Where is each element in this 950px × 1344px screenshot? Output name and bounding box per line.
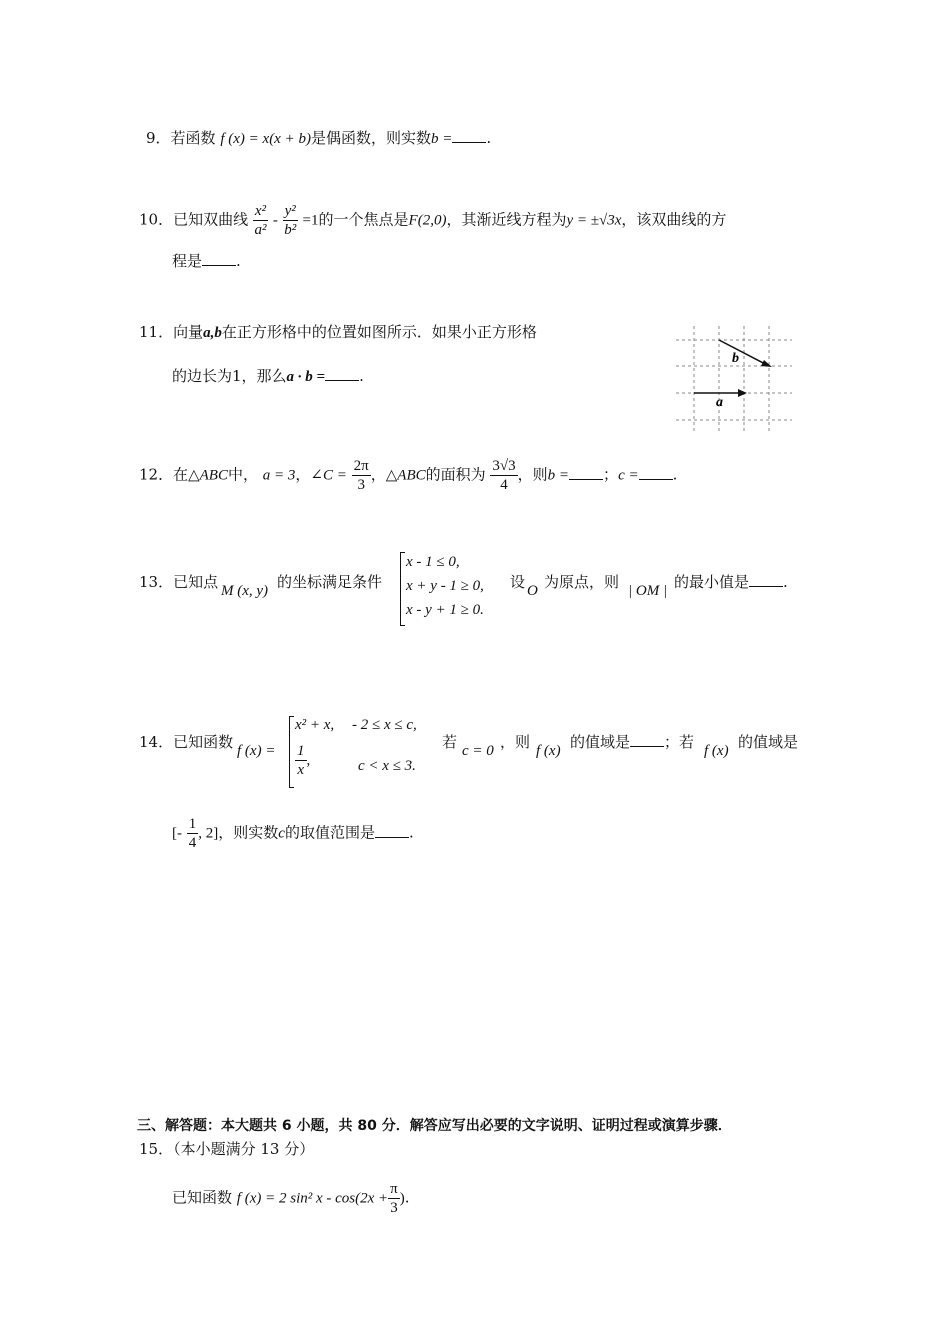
question-13-end — [674, 571, 788, 593]
piece-1-condition: - 2 ≤ x ≤ c, — [352, 717, 417, 733]
question-10 — [139, 202, 726, 239]
piece-1-expression: x² + x, — [295, 717, 335, 733]
question-number: 13． — [139, 573, 174, 591]
fraction — [388, 1180, 400, 1217]
question-text: 中， — [227, 465, 258, 484]
math-vectors: a,b — [203, 325, 222, 341]
numerator: x² — [254, 203, 267, 219]
condition-1: x - 1 ≤ 0, — [406, 554, 460, 570]
math-expression: a · b = — [286, 369, 326, 385]
semicolon: ； — [603, 465, 619, 484]
denominator: 3 — [390, 1200, 398, 1216]
question-11 — [139, 321, 537, 344]
numerator: π — [390, 1181, 398, 1197]
math-expression: f (x) = — [237, 743, 276, 759]
question-text: 若 — [442, 733, 458, 751]
math-expression: ABC — [199, 467, 228, 484]
question-13 — [139, 571, 218, 593]
piecewise-brace — [289, 716, 294, 788]
section-heading: 三、解答题：本大题共 6 小题，共 80 分．解答应写出必要的文字说明、证明过程或演算步骤． — [137, 1118, 732, 1134]
question-text: 的最小值是 — [674, 573, 750, 591]
numerator: y² — [284, 203, 296, 219]
answer-blank — [202, 251, 236, 266]
math-expression: F(2,0) — [408, 212, 447, 229]
label-b: b — [732, 351, 739, 366]
fraction — [187, 815, 199, 852]
fraction — [253, 202, 268, 239]
math-expression: | OM | — [628, 583, 668, 599]
period: . — [408, 823, 414, 842]
question-14 — [139, 731, 233, 753]
question-text: 的值域是 — [570, 733, 631, 751]
comma: , — [306, 752, 311, 769]
denominator: 4 — [500, 477, 508, 493]
interval-open: [- — [172, 825, 182, 842]
answer-blank — [630, 732, 664, 747]
score-note: （本小题满分 13 分） — [173, 1140, 315, 1158]
math-expression: a = 3 — [262, 467, 296, 484]
condition-2: x + y - 1 ≥ 0, — [406, 578, 484, 594]
math-expression: ABC — [397, 467, 426, 484]
question-text: 已知点 — [173, 573, 219, 591]
question-text: ，该双曲线的方 — [621, 210, 727, 229]
math-expression: =1 — [302, 212, 319, 229]
condition-system — [406, 550, 484, 622]
math-variable: b = — [430, 131, 453, 147]
condition-3: x - y + 1 ≥ 0. — [406, 602, 484, 618]
question-text: ，△ — [370, 465, 398, 484]
numerator: 2π — [353, 458, 369, 474]
question-text: 的取值范围是 — [284, 823, 375, 842]
interval-close: , 2] — [198, 825, 219, 842]
fraction — [490, 457, 517, 494]
denominator: 4 — [188, 835, 197, 851]
answer-blank — [639, 465, 673, 480]
period: . — [486, 129, 492, 147]
question-14-range — [570, 731, 694, 753]
answer-blank — [569, 465, 603, 480]
question-text: 若函数 — [170, 129, 216, 147]
numerator: 3√3 — [492, 458, 516, 474]
math-variable: O — [527, 583, 538, 599]
fraction — [283, 202, 298, 239]
question-number: 10． — [139, 210, 174, 229]
question-text: 在正方形格中的位置如图所示．如果小正方形格 — [221, 323, 537, 341]
grid-lines — [676, 326, 792, 434]
label-a: a — [716, 395, 723, 410]
period: . — [672, 465, 678, 484]
period: . — [236, 252, 241, 270]
question-text: 的值域是 — [738, 733, 799, 751]
question-text: ，其渐近线方程为 — [446, 210, 567, 229]
fraction — [295, 742, 307, 779]
math-expression: f (x) = x(x + b) — [220, 131, 311, 147]
question-text: 的坐标满足条件 — [277, 573, 383, 591]
math-variable: c = — [618, 467, 639, 484]
numerator: 1 — [297, 743, 305, 759]
question-text: 已知函数 — [173, 733, 234, 751]
question-number: 12． — [139, 465, 174, 484]
question-11-line-2 — [172, 365, 364, 388]
arrowhead-b — [761, 360, 772, 367]
system-brace — [400, 552, 405, 626]
period: . — [359, 367, 364, 385]
question-text: 已知双曲线 — [173, 210, 249, 229]
math-expression: M (x, y) — [221, 583, 269, 599]
close-paren: ) — [399, 1190, 405, 1207]
comma: ， — [295, 465, 311, 484]
answer-blank — [325, 366, 359, 381]
period: . — [404, 1188, 410, 1207]
answer-blank — [375, 823, 409, 838]
math-expression: f (x) = 2 sin² x - cos(2x + — [236, 1190, 389, 1207]
piece-2-condition: c < x ≤ 3. — [358, 758, 416, 774]
minus-sign: - — [272, 212, 278, 229]
math-expression: ∠C = — [310, 467, 347, 484]
math-variable: b = — [547, 467, 570, 484]
question-number: 9． — [146, 129, 171, 147]
question-15-header — [139, 1138, 314, 1160]
question-number: 11． — [139, 323, 174, 341]
denominator: 3 — [357, 477, 365, 493]
question-15 — [172, 1180, 410, 1217]
question-text: 的面积为 — [425, 465, 486, 484]
question-text: 的边长为1，那么 — [172, 367, 287, 385]
question-text: ，则实数 — [218, 823, 279, 842]
math-expression: y = ±√3x — [566, 212, 622, 229]
question-text: ；若 — [664, 733, 695, 751]
fraction — [352, 457, 371, 494]
denominator: b² — [284, 222, 297, 238]
denominator: a² — [254, 222, 267, 238]
question-text: 为原点，则 — [544, 573, 620, 591]
question-text: 向量 — [173, 323, 204, 341]
question-number: 15． — [139, 1140, 174, 1158]
question-14-line-2 — [172, 815, 414, 852]
math-expression: c = 0 — [462, 743, 494, 759]
numerator: 1 — [188, 816, 197, 832]
question-text: ，则 — [517, 465, 548, 484]
question-12 — [139, 457, 677, 494]
answer-blank — [749, 572, 783, 587]
math-expression: f (x) — [704, 743, 729, 759]
vector-grid-figure — [676, 326, 794, 436]
arrowhead-a — [738, 389, 747, 397]
question-text: ，则 — [500, 733, 531, 751]
math-variable: c — [278, 825, 285, 842]
question-9 — [146, 127, 491, 150]
question-text: 已知函数 — [172, 1188, 233, 1207]
answer-blank — [452, 128, 486, 143]
piece-2-expression — [295, 742, 310, 779]
question-text: 程是 — [172, 252, 203, 270]
question-text: 的一个焦点是 — [318, 210, 409, 229]
question-number: 14． — [139, 733, 174, 751]
period: . — [783, 573, 788, 591]
question-text: 是偶函数，则实数 — [310, 129, 431, 147]
question-text: 在△ — [173, 465, 200, 484]
math-expression: f (x) — [536, 743, 561, 759]
question-10-line-2 — [172, 250, 241, 272]
question-text: 设 — [510, 573, 526, 591]
denominator: x — [297, 762, 305, 778]
